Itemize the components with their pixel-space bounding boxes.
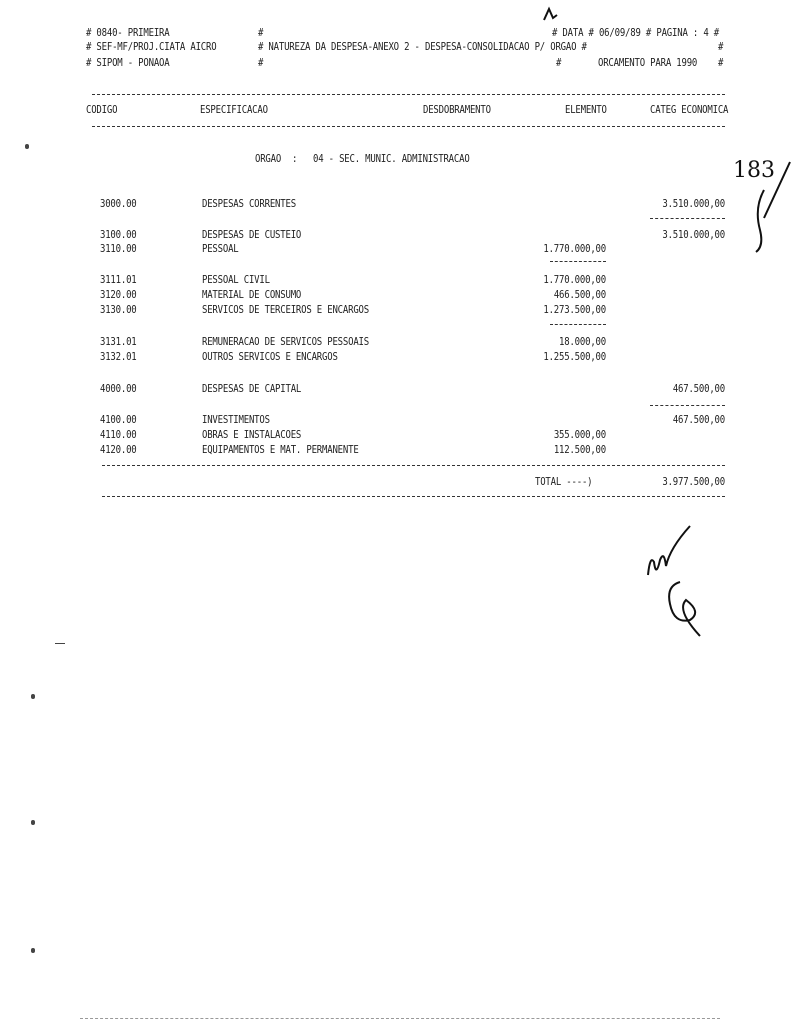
col-categ-economica: CATEG ECONOMICA bbox=[650, 105, 729, 117]
orgao-label: ORGAO bbox=[255, 154, 282, 166]
header-sep: # bbox=[556, 58, 562, 70]
orgao-sep: : bbox=[292, 154, 298, 166]
row-desc: INVESTIMENTOS bbox=[202, 415, 270, 427]
scan-speck bbox=[25, 144, 29, 149]
row-desc: DESPESAS CORRENTES bbox=[202, 199, 296, 211]
row-categ: 3.510.000,00 bbox=[662, 199, 725, 211]
handwritten-page-number: 183 bbox=[733, 158, 775, 183]
row-code: 4000.00 bbox=[100, 384, 137, 396]
row-categ: 3.510.000,00 bbox=[662, 230, 725, 242]
row-code: 3100.00 bbox=[100, 230, 137, 242]
orgao-value: 04 - SEC. MUNIC. ADMINISTRACAO bbox=[313, 154, 470, 166]
row-desc: DESPESAS DE CUSTEIO bbox=[202, 230, 302, 242]
header-org: # 0840- PRIMEIRA bbox=[86, 28, 170, 40]
scan-speck bbox=[31, 694, 35, 699]
scan-edge bbox=[80, 1018, 720, 1019]
row-desc: REMUNERACAO DE SERVICOS PESSOAIS bbox=[202, 337, 369, 349]
col-codigo: CODIGO bbox=[86, 105, 118, 117]
row-desc: PESSOAL bbox=[202, 244, 239, 256]
rule bbox=[92, 94, 725, 95]
scan-speck bbox=[31, 948, 35, 953]
total-label: TOTAL ----) bbox=[535, 477, 593, 489]
header-sep: # bbox=[718, 42, 724, 54]
rule bbox=[92, 126, 725, 127]
row-desc: SERVICOS DE TERCEIROS E ENCARGOS bbox=[202, 305, 369, 317]
row-elemento: 1.770.000,00 bbox=[543, 275, 606, 287]
row-categ: 467.500,00 bbox=[672, 415, 725, 427]
row-desc: DESPESAS DE CAPITAL bbox=[202, 384, 302, 396]
row-desc: OBRAS E INSTALACOES bbox=[202, 430, 302, 442]
subtotal-rule bbox=[650, 405, 725, 406]
header-sep: # bbox=[718, 58, 724, 70]
row-elemento: 1.255.500,00 bbox=[543, 352, 606, 364]
header-sep: # bbox=[258, 58, 264, 70]
subtotal-rule bbox=[650, 218, 725, 219]
row-code: 3131.01 bbox=[100, 337, 137, 349]
row-code: 4120.00 bbox=[100, 445, 137, 457]
row-elemento: 466.500,00 bbox=[553, 290, 606, 302]
handwritten-initials bbox=[640, 520, 710, 640]
row-desc: MATERIAL DE CONSUMO bbox=[202, 290, 302, 302]
row-code: 3130.00 bbox=[100, 305, 137, 317]
header-system: # SIPOM - PONAOA bbox=[86, 58, 170, 70]
scan-speck bbox=[31, 820, 35, 825]
budget-year: ORCAMENTO PARA 1990 bbox=[598, 58, 698, 70]
header-date-page: # DATA # 06/09/89 # PAGINA : 4 # bbox=[552, 28, 719, 40]
rule bbox=[102, 465, 725, 466]
row-desc: EQUIPAMENTOS E MAT. PERMANENTE bbox=[202, 445, 359, 457]
rule bbox=[102, 496, 725, 497]
row-code: 3120.00 bbox=[100, 290, 137, 302]
row-elemento: 112.500,00 bbox=[553, 445, 606, 457]
row-elemento: 1.273.500,00 bbox=[543, 305, 606, 317]
row-code: 3000.00 bbox=[100, 199, 137, 211]
row-elemento: 355.000,00 bbox=[553, 430, 606, 442]
row-desc: PESSOAL CIVIL bbox=[202, 275, 270, 287]
row-code: 4110.00 bbox=[100, 430, 137, 442]
row-code: 3132.01 bbox=[100, 352, 137, 364]
row-desc: OUTROS SERVICOS E ENCARGOS bbox=[202, 352, 338, 364]
col-desdobramento: DESDOBRAMENTO bbox=[423, 105, 491, 117]
col-elemento: ELEMENTO bbox=[565, 105, 607, 117]
header-sep: # bbox=[258, 28, 264, 40]
total-value: 3.977.500,00 bbox=[662, 477, 725, 489]
row-categ: 467.500,00 bbox=[672, 384, 725, 396]
row-code: 3110.00 bbox=[100, 244, 137, 256]
row-code: 4100.00 bbox=[100, 415, 137, 427]
scan-speck bbox=[55, 643, 65, 644]
row-code: 3111.01 bbox=[100, 275, 137, 287]
header-department: # SEF-MF/PROJ.CIATA AICRO bbox=[86, 42, 217, 54]
row-elemento: 1.770.000,00 bbox=[543, 244, 606, 256]
report-title: # NATUREZA DA DESPESA-ANEXO 2 - DESPESA-CONSOLIDACAO P/ ORGAO # bbox=[258, 42, 587, 54]
subtotal-rule bbox=[550, 324, 606, 325]
row-elemento: 18.000,00 bbox=[559, 337, 606, 349]
subtotal-rule bbox=[550, 261, 606, 262]
stamp-mark bbox=[540, 6, 560, 24]
col-especificacao: ESPECIFICACAO bbox=[200, 105, 268, 117]
handwritten-mark bbox=[750, 160, 795, 255]
